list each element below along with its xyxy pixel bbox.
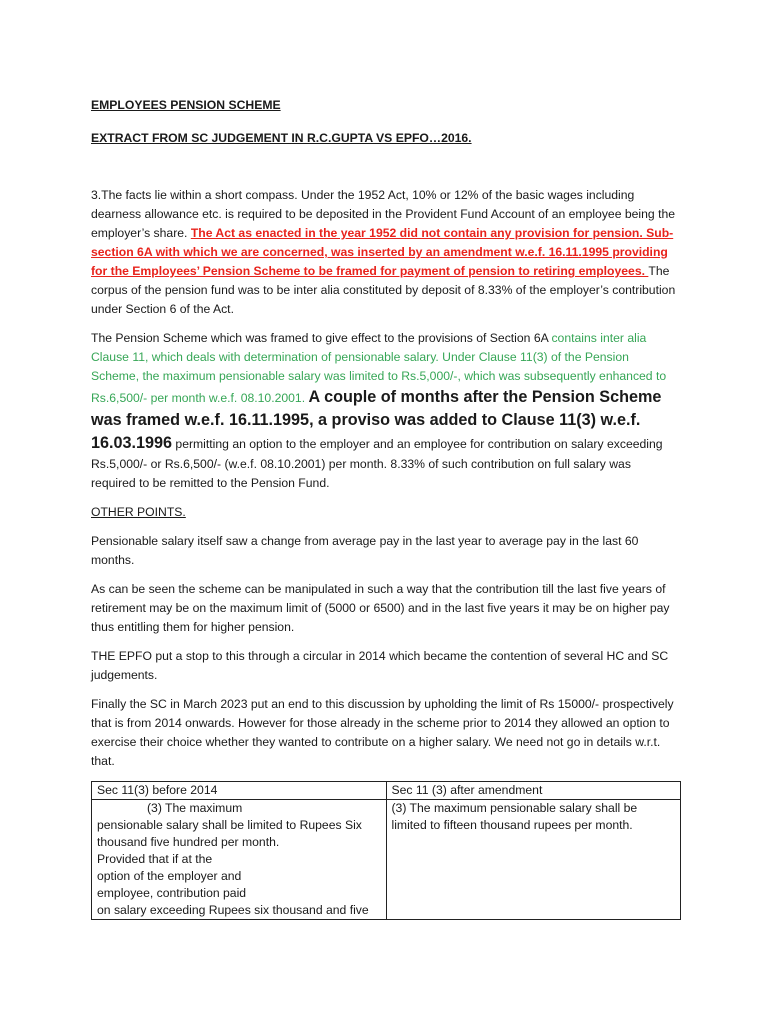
cell-line: (3) The maximum — [147, 801, 243, 815]
document-title: EMPLOYEES PENSION SCHEME — [91, 98, 281, 112]
cell-line: employee, contribution paid — [97, 886, 247, 900]
table-cell-before-2014 — [92, 800, 387, 920]
table-row — [92, 800, 681, 920]
paragraph-pensionable-salary: Pensionable salary itself saw a change from average pay in the last year to average pay in the last 60 months. — [91, 534, 639, 567]
paragraph-facts — [91, 186, 678, 319]
paragraph-epfo-circular: THE EPFO put a stop to this through a circular in 2014 which became the contention of several HC and SC judgements. — [91, 649, 669, 682]
table-header-left: Sec 11(3) before 2014 — [92, 782, 387, 800]
table-header-row — [92, 782, 681, 800]
scheme-tail-text: permitting an option to the employer and an employee for contribution on salary exceeding Rs.5,000/- or Rs.6,500/- (w.e.f. 08.10.2001) per month. 8.33% of such contribution on full salary was required to be remitted to the Pension Fund. — [91, 437, 663, 490]
scheme-intro-text: The Pension Scheme which was framed to give effect to the provisions of Section 6A — [91, 331, 552, 345]
table-cell-after-amendment: (3) The maximum pensionable salary shall be limited to fifteen thousand rupees per month. — [386, 800, 681, 920]
comparison-table — [91, 781, 681, 920]
paragraph-manipulation: As can be seen the scheme can be manipulated in such a way that the contribution till the last five years of retirement may be on the maximum limit of (5000 or 6500) and in the last five years it may be on higher pay thus entitling them for higher pension. — [91, 582, 670, 634]
table-header-right: Sec 11 (3) after amendment — [386, 782, 681, 800]
cell-line: option of the employer and — [97, 869, 242, 883]
other-points-heading: OTHER POINTS. — [91, 505, 186, 519]
highlighted-green-text: contains inter alia Clause 11, which deals with determination of pensionable salary. Under Clause 11(3) of the Pension Scheme, the maximum pensionable salary was limited to Rs.5,000/-, which was subsequently enhanced to Rs.6,500/- per month w.e.f. 08.10.2001. — [91, 331, 667, 405]
facts-tail-text: The corpus of the pension fund was to be inter alia constituted by deposit of 8.33% of the employer’s contribution under Section 6 of the Act. — [91, 264, 676, 316]
cell-line: thousand five hundred per month. — [97, 835, 280, 849]
emphasized-large-text: A couple of months after the Pension Scheme was framed w.e.f. 16.11.1995, a proviso was added to Clause 11(3) w.e.f. 16.03.1996 — [91, 388, 662, 452]
cell-line: Provided that if at the — [97, 852, 213, 866]
cell-line: on salary exceeding Rupees six thousand and five — [97, 903, 369, 917]
cell-line: pensionable salary shall be limited to Rupees Six — [97, 818, 362, 832]
facts-intro-text: 3.The facts lie within a short compass. Under the 1952 Act, 10% or 12% of the basic wages including dearness allowance etc. is required to be deposited in the Provident Fund Account of an employee being the employer’s share. — [91, 188, 676, 240]
document-subtitle: EXTRACT FROM SC JUDGEMENT IN R.C.GUPTA VS EPFO…2016. — [91, 131, 472, 145]
paragraph-pension-scheme — [91, 329, 678, 493]
highlighted-red-text: The Act as enacted in the year 1952 did not contain any provision for pension. Sub-section 6A with which we are concerned, was inserted by an amendment w.e.f. 16.11.1995 providing for the Employees’ Pension Scheme to be framed for payment of pension to retiring employees. — [91, 226, 674, 278]
paragraph-sc-ruling: Finally the SC in March 2023 put an end to this discussion by upholding the limit of Rs 15000/- prospectively that is from 2014 onwards. However for those already in the scheme prior to 2014 they allowed an option to exercise their choice whether they wanted to contribute on a higher salary. We need not go in details w.r.t. that. — [91, 697, 674, 768]
